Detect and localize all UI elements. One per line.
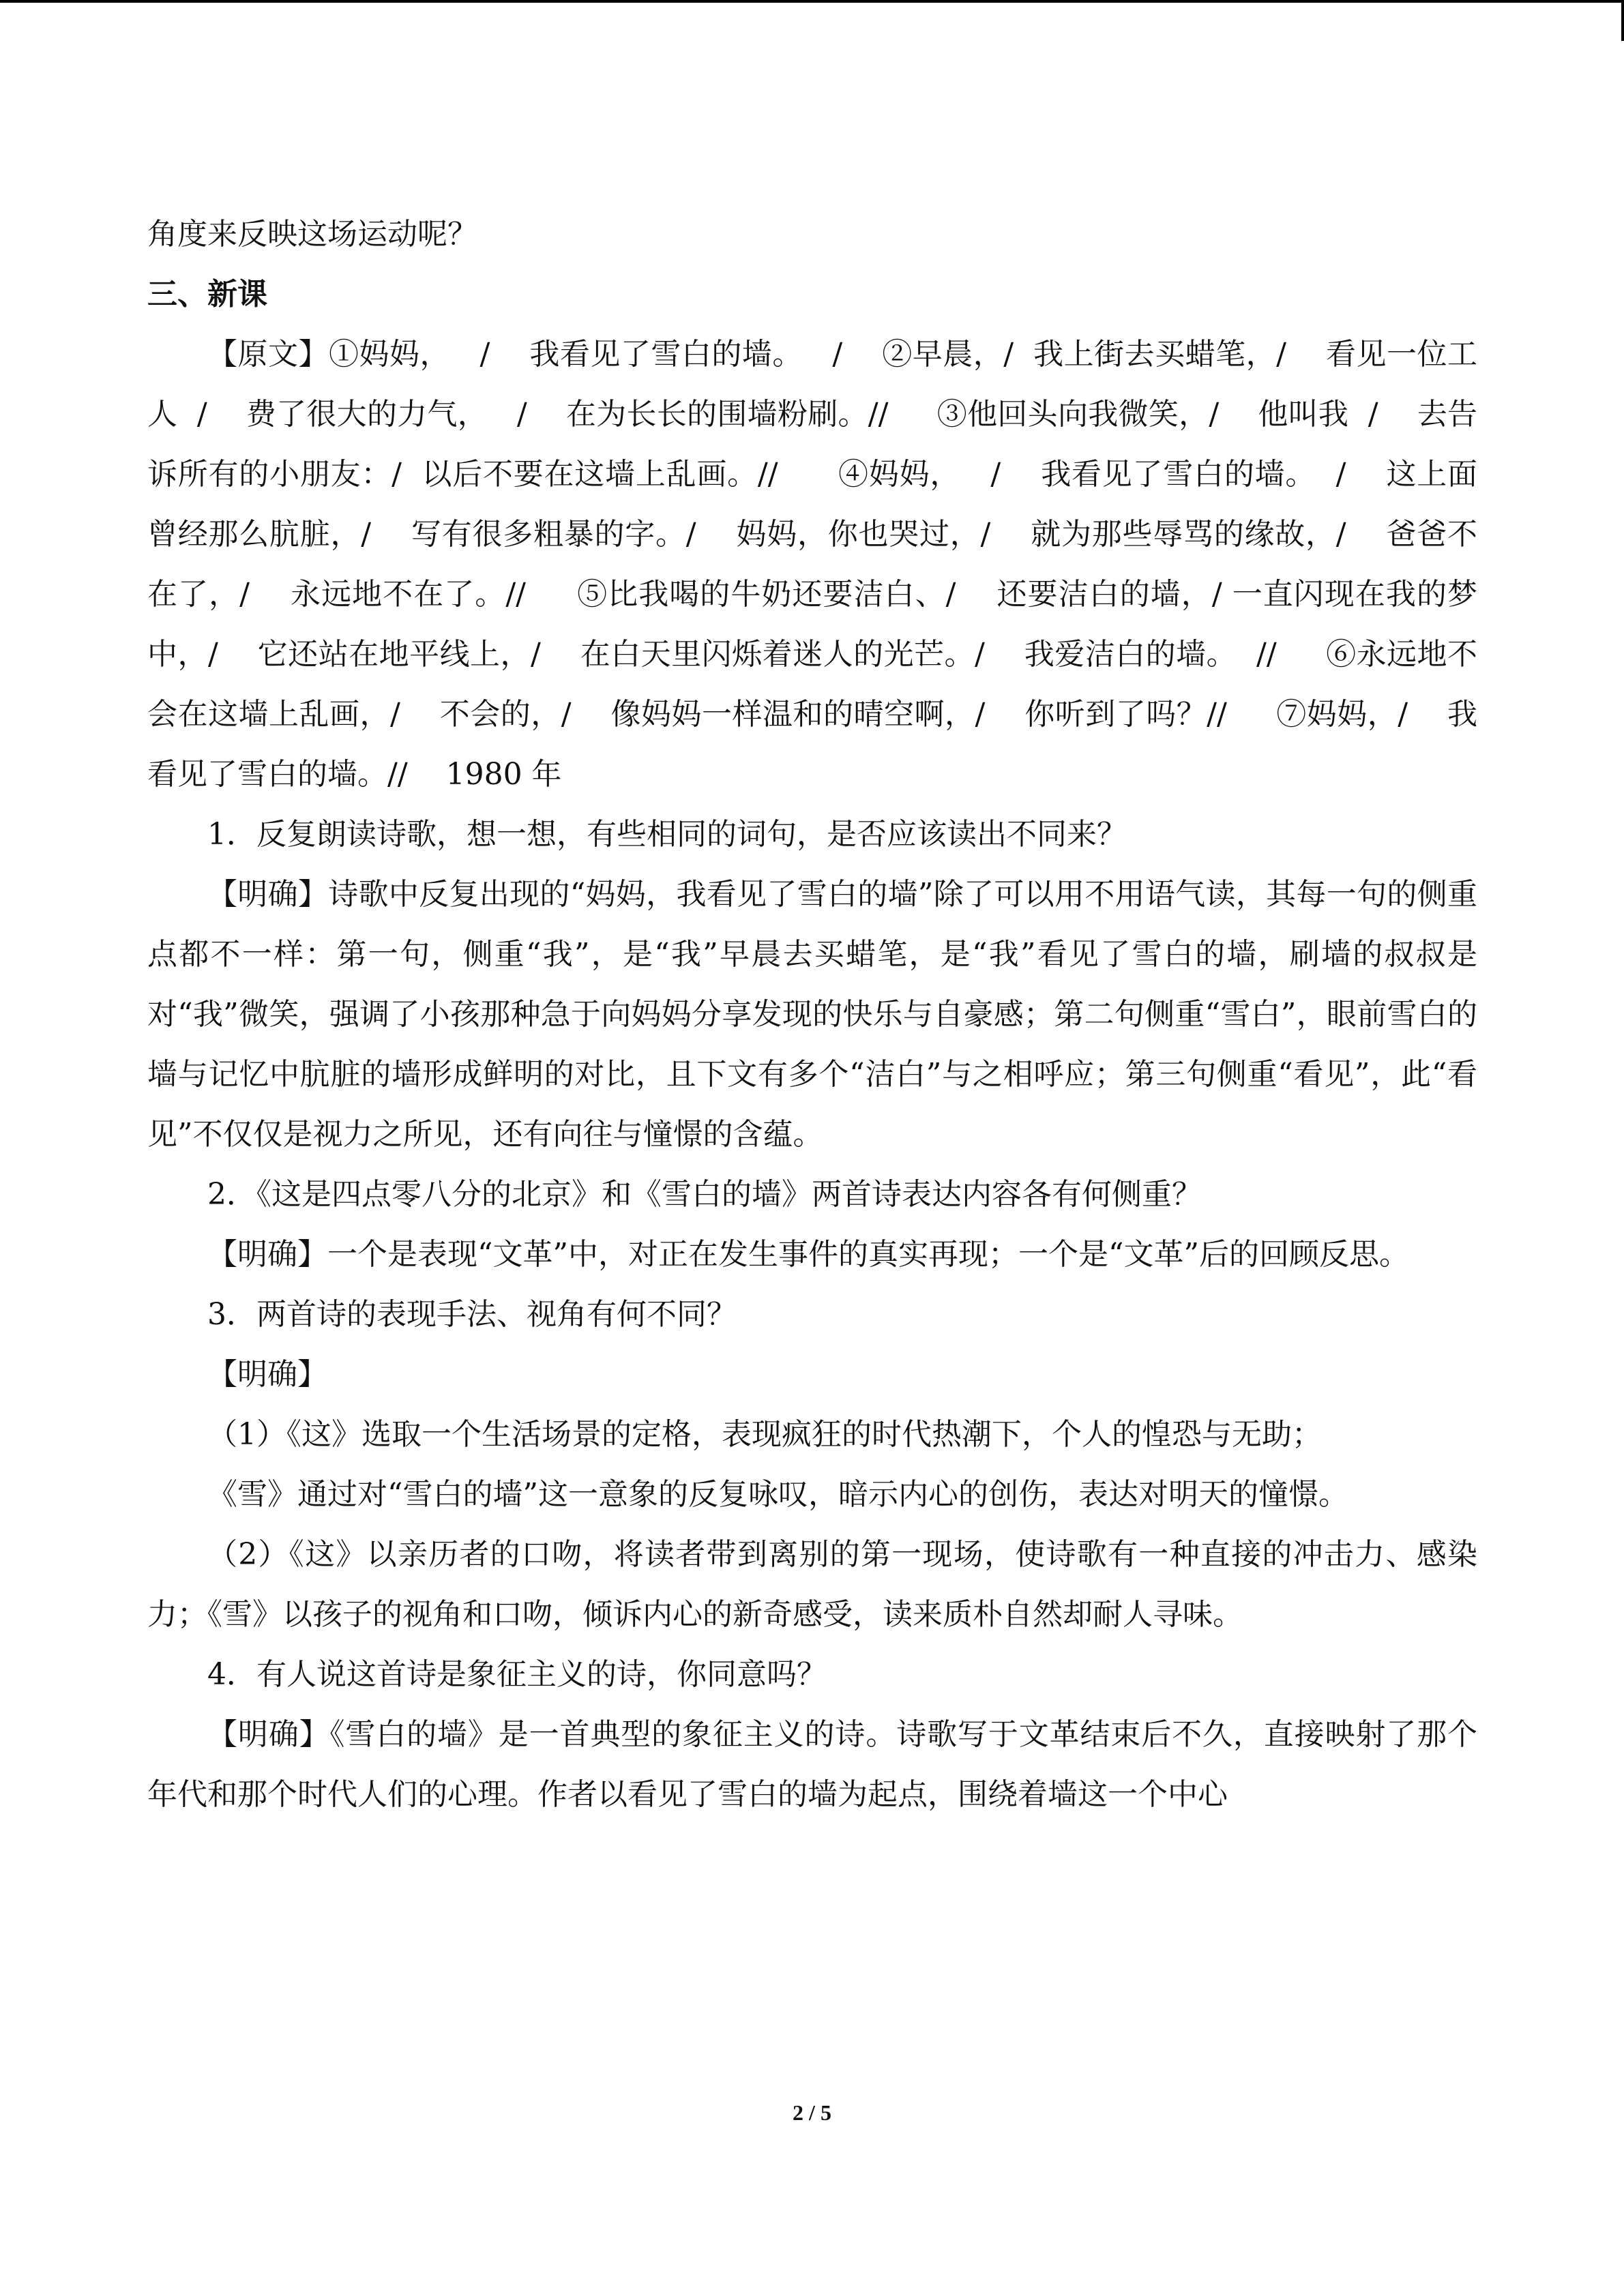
right-border-line: [1621, 0, 1624, 41]
question-2: 2．《这是四点零八分的北京》和《雪白的墙》两首诗表达内容各有何侧重？: [207, 1177, 1202, 1212]
answer-3-point-1: （1）《这》选取一个生活场景的定格，表现疯狂的时代热潮下，个人的惶恐与无助；: [207, 1417, 1322, 1452]
question-3: 3．两首诗的表现手法、视角有何不同？: [207, 1297, 737, 1332]
document-body: [147, 205, 1477, 1825]
answer-2: 【明确】一个是表现“文革”中，对正在发生事件的真实再现；一个是“文革”后的回顾反思。: [207, 1237, 1409, 1272]
question-4: 4．有人说这首诗是象征主义的诗，你同意吗？: [207, 1657, 827, 1692]
question-1: 1．反复朗读诗歌，想一想，有些相同的词句，是否应该读出不同来？: [207, 817, 1127, 852]
top-border-line: [0, 0, 1624, 3]
section-heading-new-lesson: 三、新课: [147, 277, 267, 312]
answer-3-point-2: （2）《这》以亲历者的口吻，将读者带到离别的第一现场，使诗歌有一种直接的冲击力、感染力；《雪》以孩子的视角和口吻，倾诉内心的新奇感受，读来质朴自然却耐人寻味。: [147, 1537, 1477, 1632]
poem-original-text: 【原文】①妈妈， / 我看见了雪白的墙。 / ②早晨，/ 我上街去买蜡笔，/ 看见一位工人 / 费了很大的力气， / 在为长长的围墙粉刷。// ③他回头向我微笑，/ 他叫我 / 去告诉所有的小朋友：/ 以后不要在这墙上乱画。// ④妈妈， / 我看见了雪白的墙。 / 这上面曾经那么肮脏，/ 写有很多粗暴的字。/ 妈妈，你也哭过，/ 就为那些辱骂的缘故，/ 爸爸不在了，/ 永远地不在了。// ⑤比我喝的牛奶还要洁白、/ 还要洁白的墙，/ 一直闪现在我的梦中，/ 它还站在地平线上，/ 在白天里闪烁着迷人的光芒。/ 我爱洁白的墙。 // ⑥永远地不会在这墙上乱画，/ 不会的，/ 像妈妈一样温和的晴空啊，/ 你听到了吗？// ⑦妈妈，/ 我看见了雪白的墙。// 1980 年: [147, 337, 1477, 792]
answer-3-point-1-continued: 《雪》通过对“雪白的墙”这一意象的反复咏叹，暗示内心的创伤，表达对明天的憧憬。: [207, 1477, 1348, 1512]
page-number: 2 / 5: [793, 2100, 831, 2125]
paragraph-continuation: 角度来反映这场运动呢？: [147, 217, 477, 252]
answer-1: 【明确】诗歌中反复出现的“妈妈，我看见了雪白的墙”除了可以用不用语气读，其每一句的侧重点都不一样：第一句，侧重“我”，是“我”早晨去买蜡笔，是“我”看见了雪白的墙，刷墙的叔叔是对“我”微笑，强调了小孩那种急于向妈妈分享发现的快乐与自豪感；第二句侧重“雪白”，眼前雪白的墙与记忆中肮脏的墙形成鲜明的对比，且下文有多个“洁白”与之相呼应；第三句侧重“看见”，此“看见”不仅仅是视力之所见，还有向往与憧憬的含蕴。: [147, 877, 1477, 1152]
answer-4: 【明确】《雪白的墙》是一首典型的象征主义的诗。诗歌写于文革结束后不久，直接映射了那个年代和那个时代人们的心理。作者以看见了雪白的墙为起点，围绕着墙这一个中心: [147, 1717, 1477, 1812]
answer-3-label: 【明确】: [207, 1357, 327, 1392]
